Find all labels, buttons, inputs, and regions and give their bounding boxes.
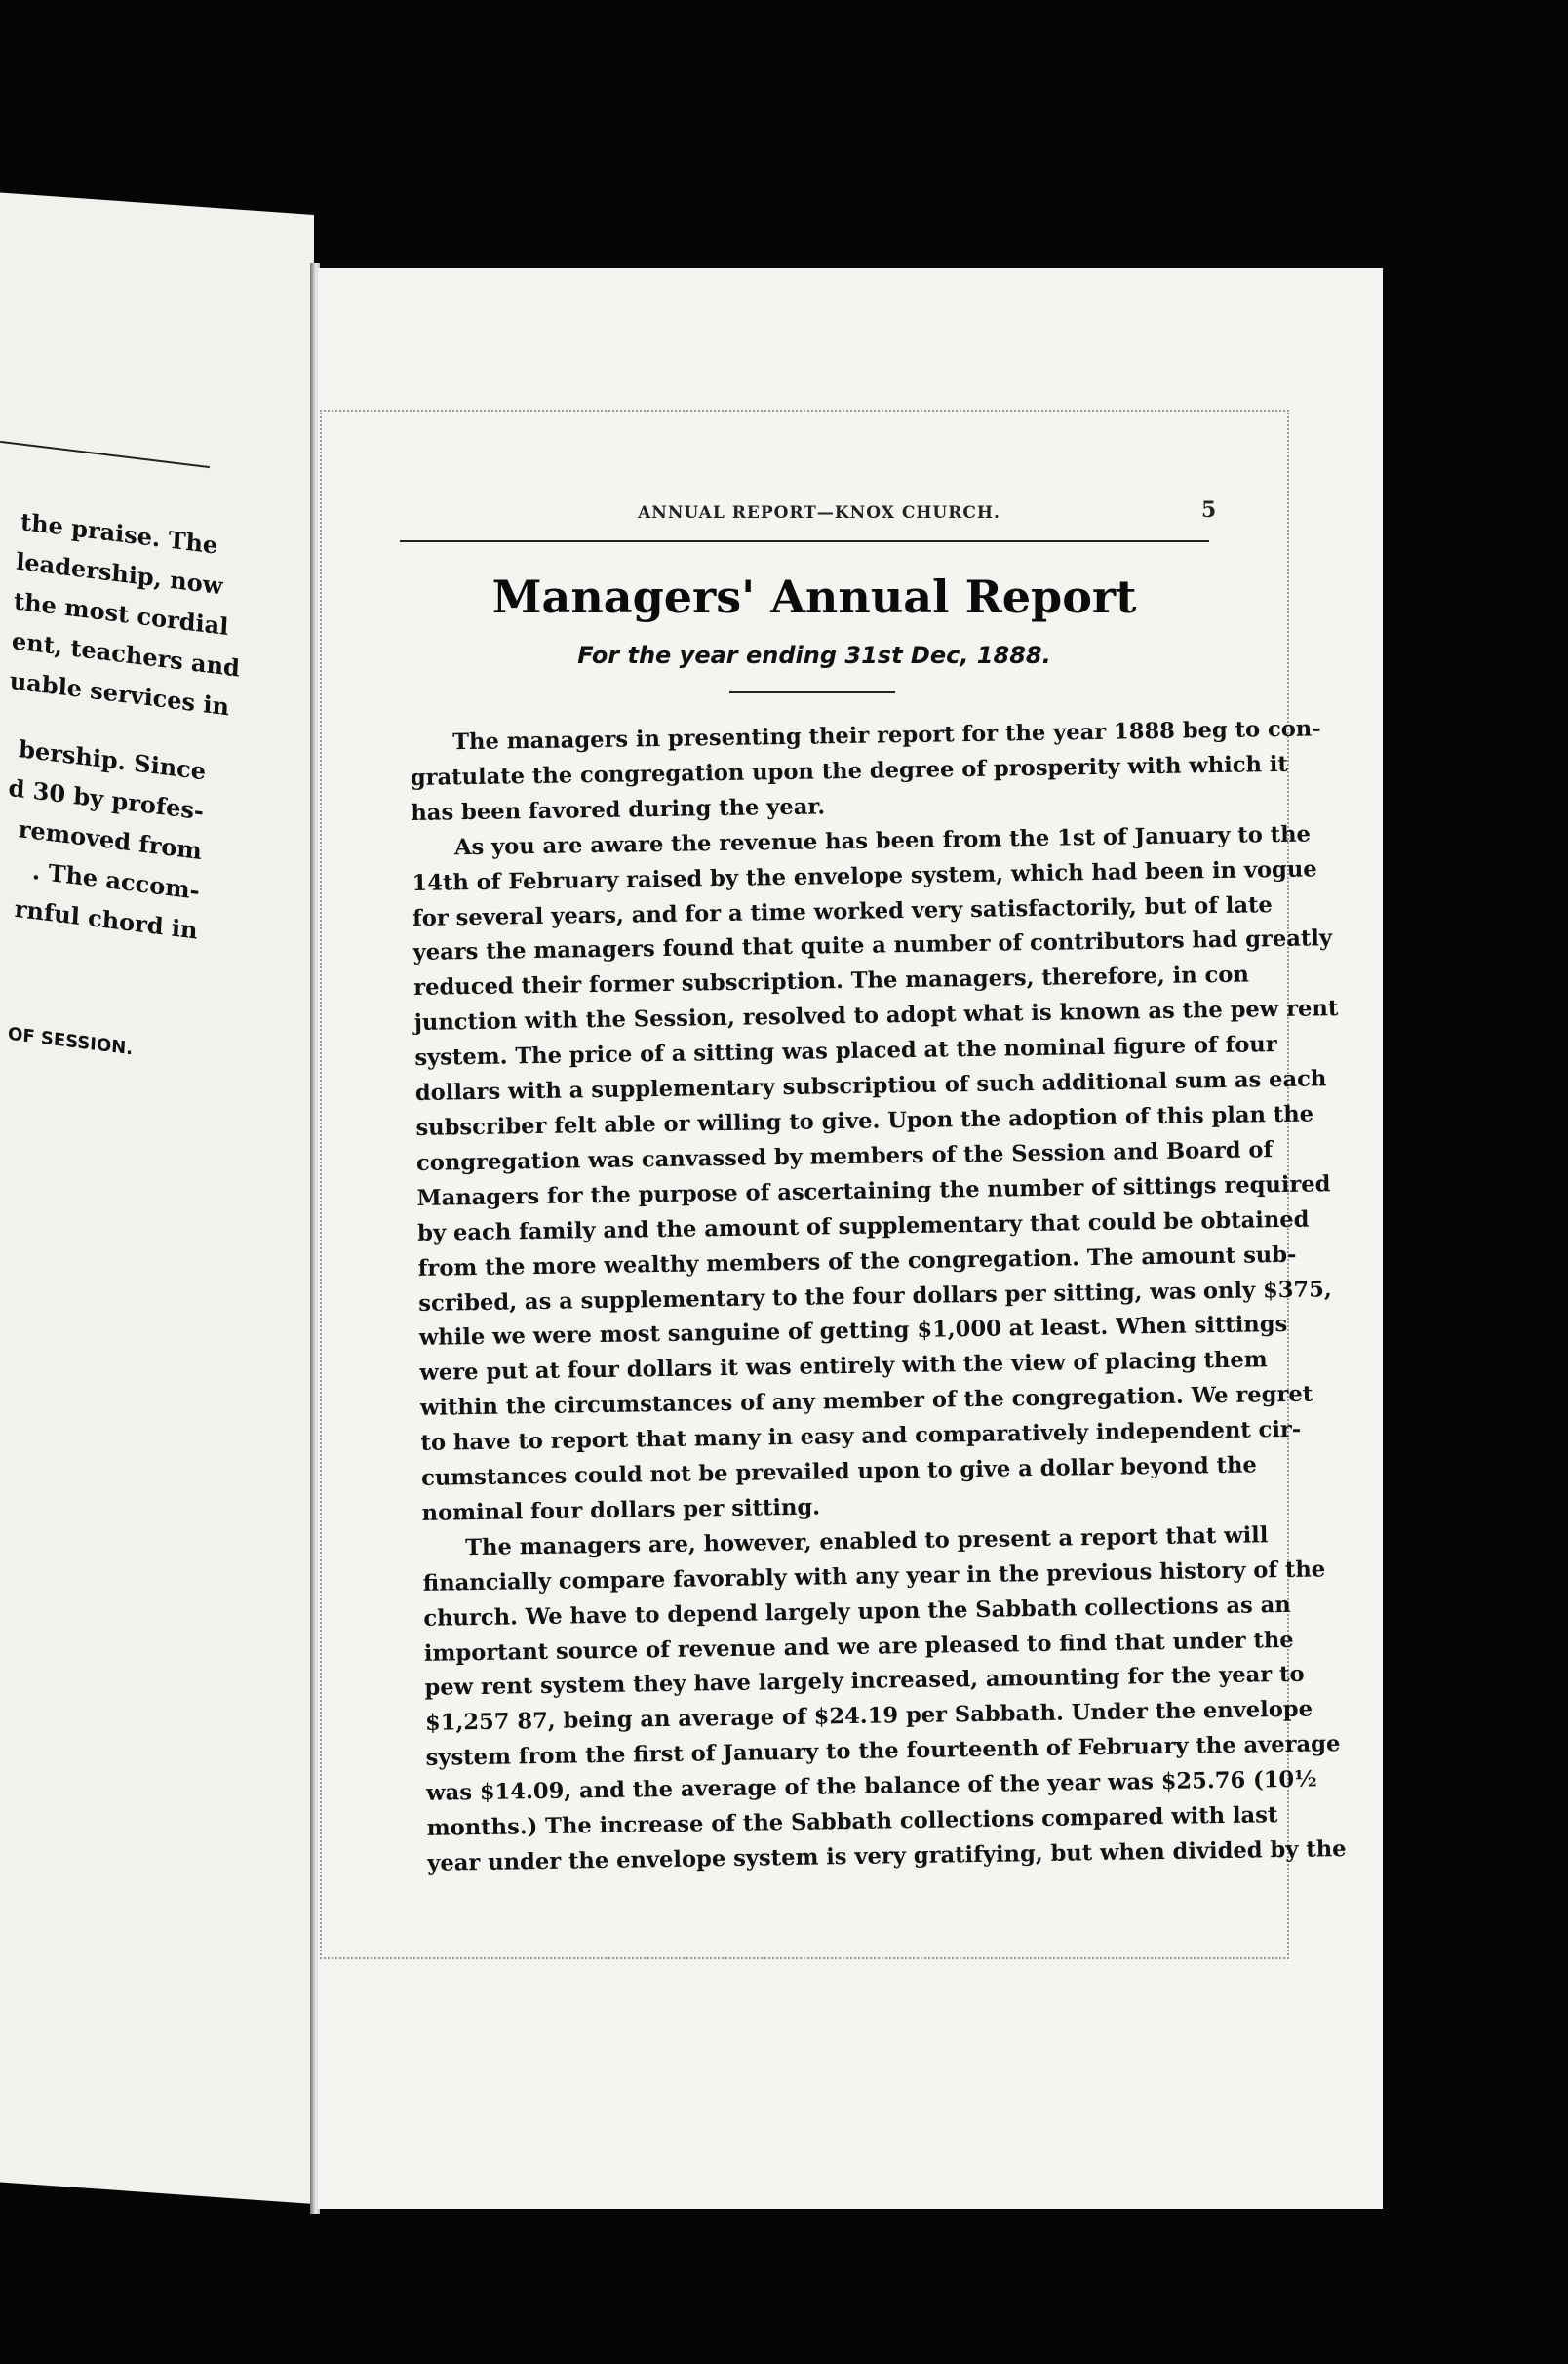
body-line: from the more wealthy members of the congregation. The amount sub- [417,1241,1297,1281]
body-line: year under the envelope system is very gratifying, but when divided by the [427,1836,1347,1876]
text-line: ent, teachers and [11,626,241,683]
body-line: within the circumstances of any member of the congregation. We regret [419,1381,1313,1422]
body-line: gratulate the congregation upon the degree of prosperity with which it [410,751,1289,791]
body-line: years the managers found that quite a number of contributors had greatly [412,926,1333,966]
body-line: subscriber felt able or willing to give. Upon the adoption of this plan the [415,1101,1314,1141]
text-line: uable services in [9,665,230,722]
body-line: dollars with a supplementary subscriptiou of such additional sum as each [414,1066,1327,1107]
text-line: the most cordial [13,586,230,642]
body-line: system from the first of January to the fourteenth of February the average [425,1731,1341,1772]
body-line: months.) The increase of the Sabbath collections compared with last [426,1802,1278,1841]
body-line: for several years, and for a time worked very satisfactorily, but of late [412,891,1274,931]
body-line: has been favored during the year. [411,794,826,826]
left-page [0,192,314,2204]
report-title: Managers' Annual Report [491,571,1137,623]
body-line: The managers in presenting their report for the year 1888 beg to con- [452,716,1321,756]
header-rule [400,540,1209,542]
body-line: congregation was canvassed by members of the Session and Board of [415,1137,1274,1176]
body-line: were put at four dollars it was entirely with the view of placing them [419,1347,1268,1387]
body-line: As you are aware the revenue has been from the 1st of January to the [453,821,1312,861]
text-line: d 30 by profes- [7,772,205,826]
signature-fragment: OF SESSION. [7,1023,134,1060]
text-line: the praise. The [20,507,219,560]
body-line: Managers for the purpose of ascertaining the number of sittings required [416,1171,1331,1211]
body-line: nominal four dollars per sitting. [421,1494,821,1526]
body-line: scribed, as a supplementary to the four dollars per sitting, was only $375, [418,1276,1332,1317]
body-line: while we were most sanguine of getting $1,000 at least. When sittings [418,1312,1288,1352]
text-line: removed from [18,814,203,866]
page-number: 5 [1201,497,1217,523]
text-line: leadership, now [15,546,224,601]
body-line: pew rent system they have largely increased, amounting for the year to [424,1662,1305,1702]
report-body [410,714,1347,1882]
left-page-text [0,501,241,951]
body-line: The managers are, however, enabled to present a report that will [465,1522,1269,1561]
body-line: $1,257 87, being an average of $24.19 per Sabbath. Under the envelope [424,1696,1313,1737]
body-line: by each family and the amount of supplementary that could be obtained [416,1206,1310,1246]
body-line: cumstances could not be prevailed upon to give a dollar beyond the [420,1452,1257,1491]
body-line: financially compare favorably with any year in the previous history of the [422,1556,1326,1596]
body-line: junction with the Session, resolved to adopt what is known as the pew rent [413,996,1339,1037]
body-line: system. The price of a sitting was placed at the nominal figure of four [414,1032,1277,1072]
text-line: . The accom- [31,856,201,905]
title-divider [729,691,895,693]
running-head: ANNUAL REPORT—KNOX CHURCH. [638,503,1000,523]
body-line: to have to report that many in easy and comparatively independent cir- [420,1416,1302,1457]
body-line: church. We have to depend largely upon the Sabbath collections as an [423,1592,1291,1632]
body-line: was $14.09, and the average of the balance of the year was $25.76 (10½ [425,1766,1317,1807]
body-line: 14th of February raised by the envelope system, which had been in vogue [412,856,1317,896]
body-line: reduced their former subscription. The managers, therefore, in con [413,962,1249,1002]
text-line: rnful chord in [14,893,199,945]
report-subtitle: For the year ending 31st Dec, 1888. [577,642,1051,669]
text-line: bership. Since [18,734,207,786]
body-line: important source of revenue and we are pleased to find that under the [423,1627,1294,1667]
left-page-rule [0,441,210,468]
